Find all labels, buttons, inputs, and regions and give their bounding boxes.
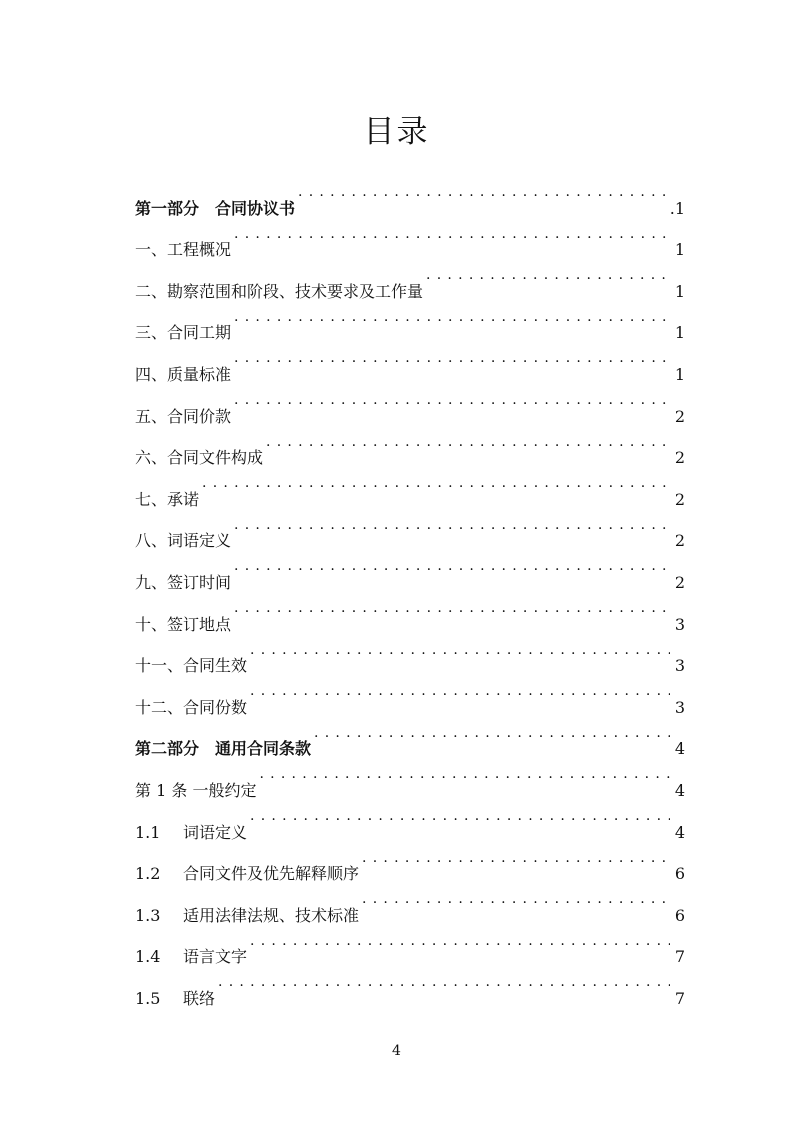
toc-dot-leader [234,546,670,588]
toc-entry-text: 一、工程概况 [135,240,232,260]
toc-entry-label [135,770,256,812]
toc-entry-label [135,396,231,438]
toc-entry-page: 4 [674,822,685,842]
toc-entry-text: 七、承诺 [135,489,200,509]
toc-entry-page: 1 [674,364,685,384]
toc-entry-text: 十二、合同份数 [135,697,248,717]
toc-dot-leader [362,879,670,921]
toc-entry-text: 词语定义 [183,822,248,842]
toc-entry-text: 二、勘察范围和阶段、技术要求及工作量 [135,281,424,301]
toc-entry-label [135,562,231,604]
toc-entry-text: 八、词语定义 [135,531,232,551]
toc-dot-leader [250,796,670,838]
toc-entry-page: 1 [674,240,685,260]
toc-entry-page: 2 [674,531,685,551]
toc-entry-text: 九、签订时间 [135,572,232,592]
toc-entry-label [135,604,231,646]
toc-dot-leader [234,297,670,339]
toc-dot-leader [234,214,670,256]
toc-entry-label [135,978,215,1020]
toc-entry-page: 6 [674,905,685,925]
page-number: 4 [392,1043,401,1059]
toc-entry-page: 3 [674,614,685,634]
toc-entry[interactable] [135,505,685,551]
toc-entry-page: 2 [674,406,685,426]
toc-entry-page: 1 [674,281,685,301]
toc-entry-text: 第二部分 通用合同条款 [135,739,312,759]
toc-dot-leader [250,921,670,963]
toc-entry-page: 1 [674,323,685,343]
toc-dot-leader [218,962,670,1004]
toc-entry-text: 十一、合同生效 [135,656,248,676]
toc-entry-page: 7 [674,988,685,1008]
toc-dot-leader [234,380,670,422]
toc-dot-leader [362,838,670,880]
toc-dot-leader [202,463,670,505]
toc-dot-leader [234,338,670,380]
toc-entry-label [135,479,199,521]
toc-entry-page: 4 [674,780,685,800]
toc-entry-text: 语言文字 [183,947,248,967]
toc-entry-label [135,520,231,562]
toc-entry-text: 五、合同价款 [135,406,232,426]
page-title: 目录 [363,114,430,150]
toc-entry-label [135,645,247,687]
toc-dot-leader [298,172,667,214]
toc-dot-leader [234,505,670,547]
toc-dot-leader [250,671,670,713]
toc-dot-leader [266,422,670,464]
toc-dot-leader [250,630,670,672]
toc-entry-text: 六、合同文件构成 [135,448,264,468]
toc-entry-page: 2 [674,489,685,509]
toc-entry-label [135,687,247,729]
toc-entry-number: 1.4 [135,947,161,967]
toc-entry-label [135,853,359,895]
toc-entry-number: 1.3 [135,905,161,925]
toc-entry-label [135,812,247,854]
toc-entry-text: 合同文件及优先解释顺序 [183,864,360,884]
toc-entry-page: 3 [674,697,685,717]
toc-part-heading[interactable] [135,172,685,218]
toc-entry-text: 适用法律法规、技术标准 [183,905,360,925]
toc-entry-label [135,312,231,354]
toc-entry-text: 十、签订地点 [135,614,232,634]
toc-entry[interactable] [135,962,685,1008]
toc-entry-page: .1 [669,198,685,218]
toc-dot-leader [426,255,670,297]
toc-dot-leader [314,713,670,755]
toc-entry-text: 第 1 条 一般约定 [135,780,257,800]
toc-entry-page: 6 [674,864,685,884]
table-of-contents [135,172,685,1008]
toc-entry-label [135,229,231,271]
toc-entry-page: 4 [674,739,685,759]
toc-entry[interactable] [135,463,685,509]
toc-entry-text: 第一部分 合同协议书 [135,198,296,218]
toc-entry-page: 7 [674,947,685,967]
toc-entry-number: 1.1 [135,822,161,842]
toc-entry-page: 2 [674,448,685,468]
toc-entry-text: 三、合同工期 [135,323,232,343]
toc-dot-leader [234,588,670,630]
toc-entry-label [135,354,231,396]
toc-dot-leader [259,754,670,796]
toc-entry-page: 2 [674,572,685,592]
toc-entry-number: 1.5 [135,988,161,1008]
toc-entry-text: 联络 [183,988,216,1008]
toc-entry-text: 四、质量标准 [135,364,232,384]
toc-entry-page: 3 [674,656,685,676]
toc-entry-number: 1.2 [135,864,161,884]
